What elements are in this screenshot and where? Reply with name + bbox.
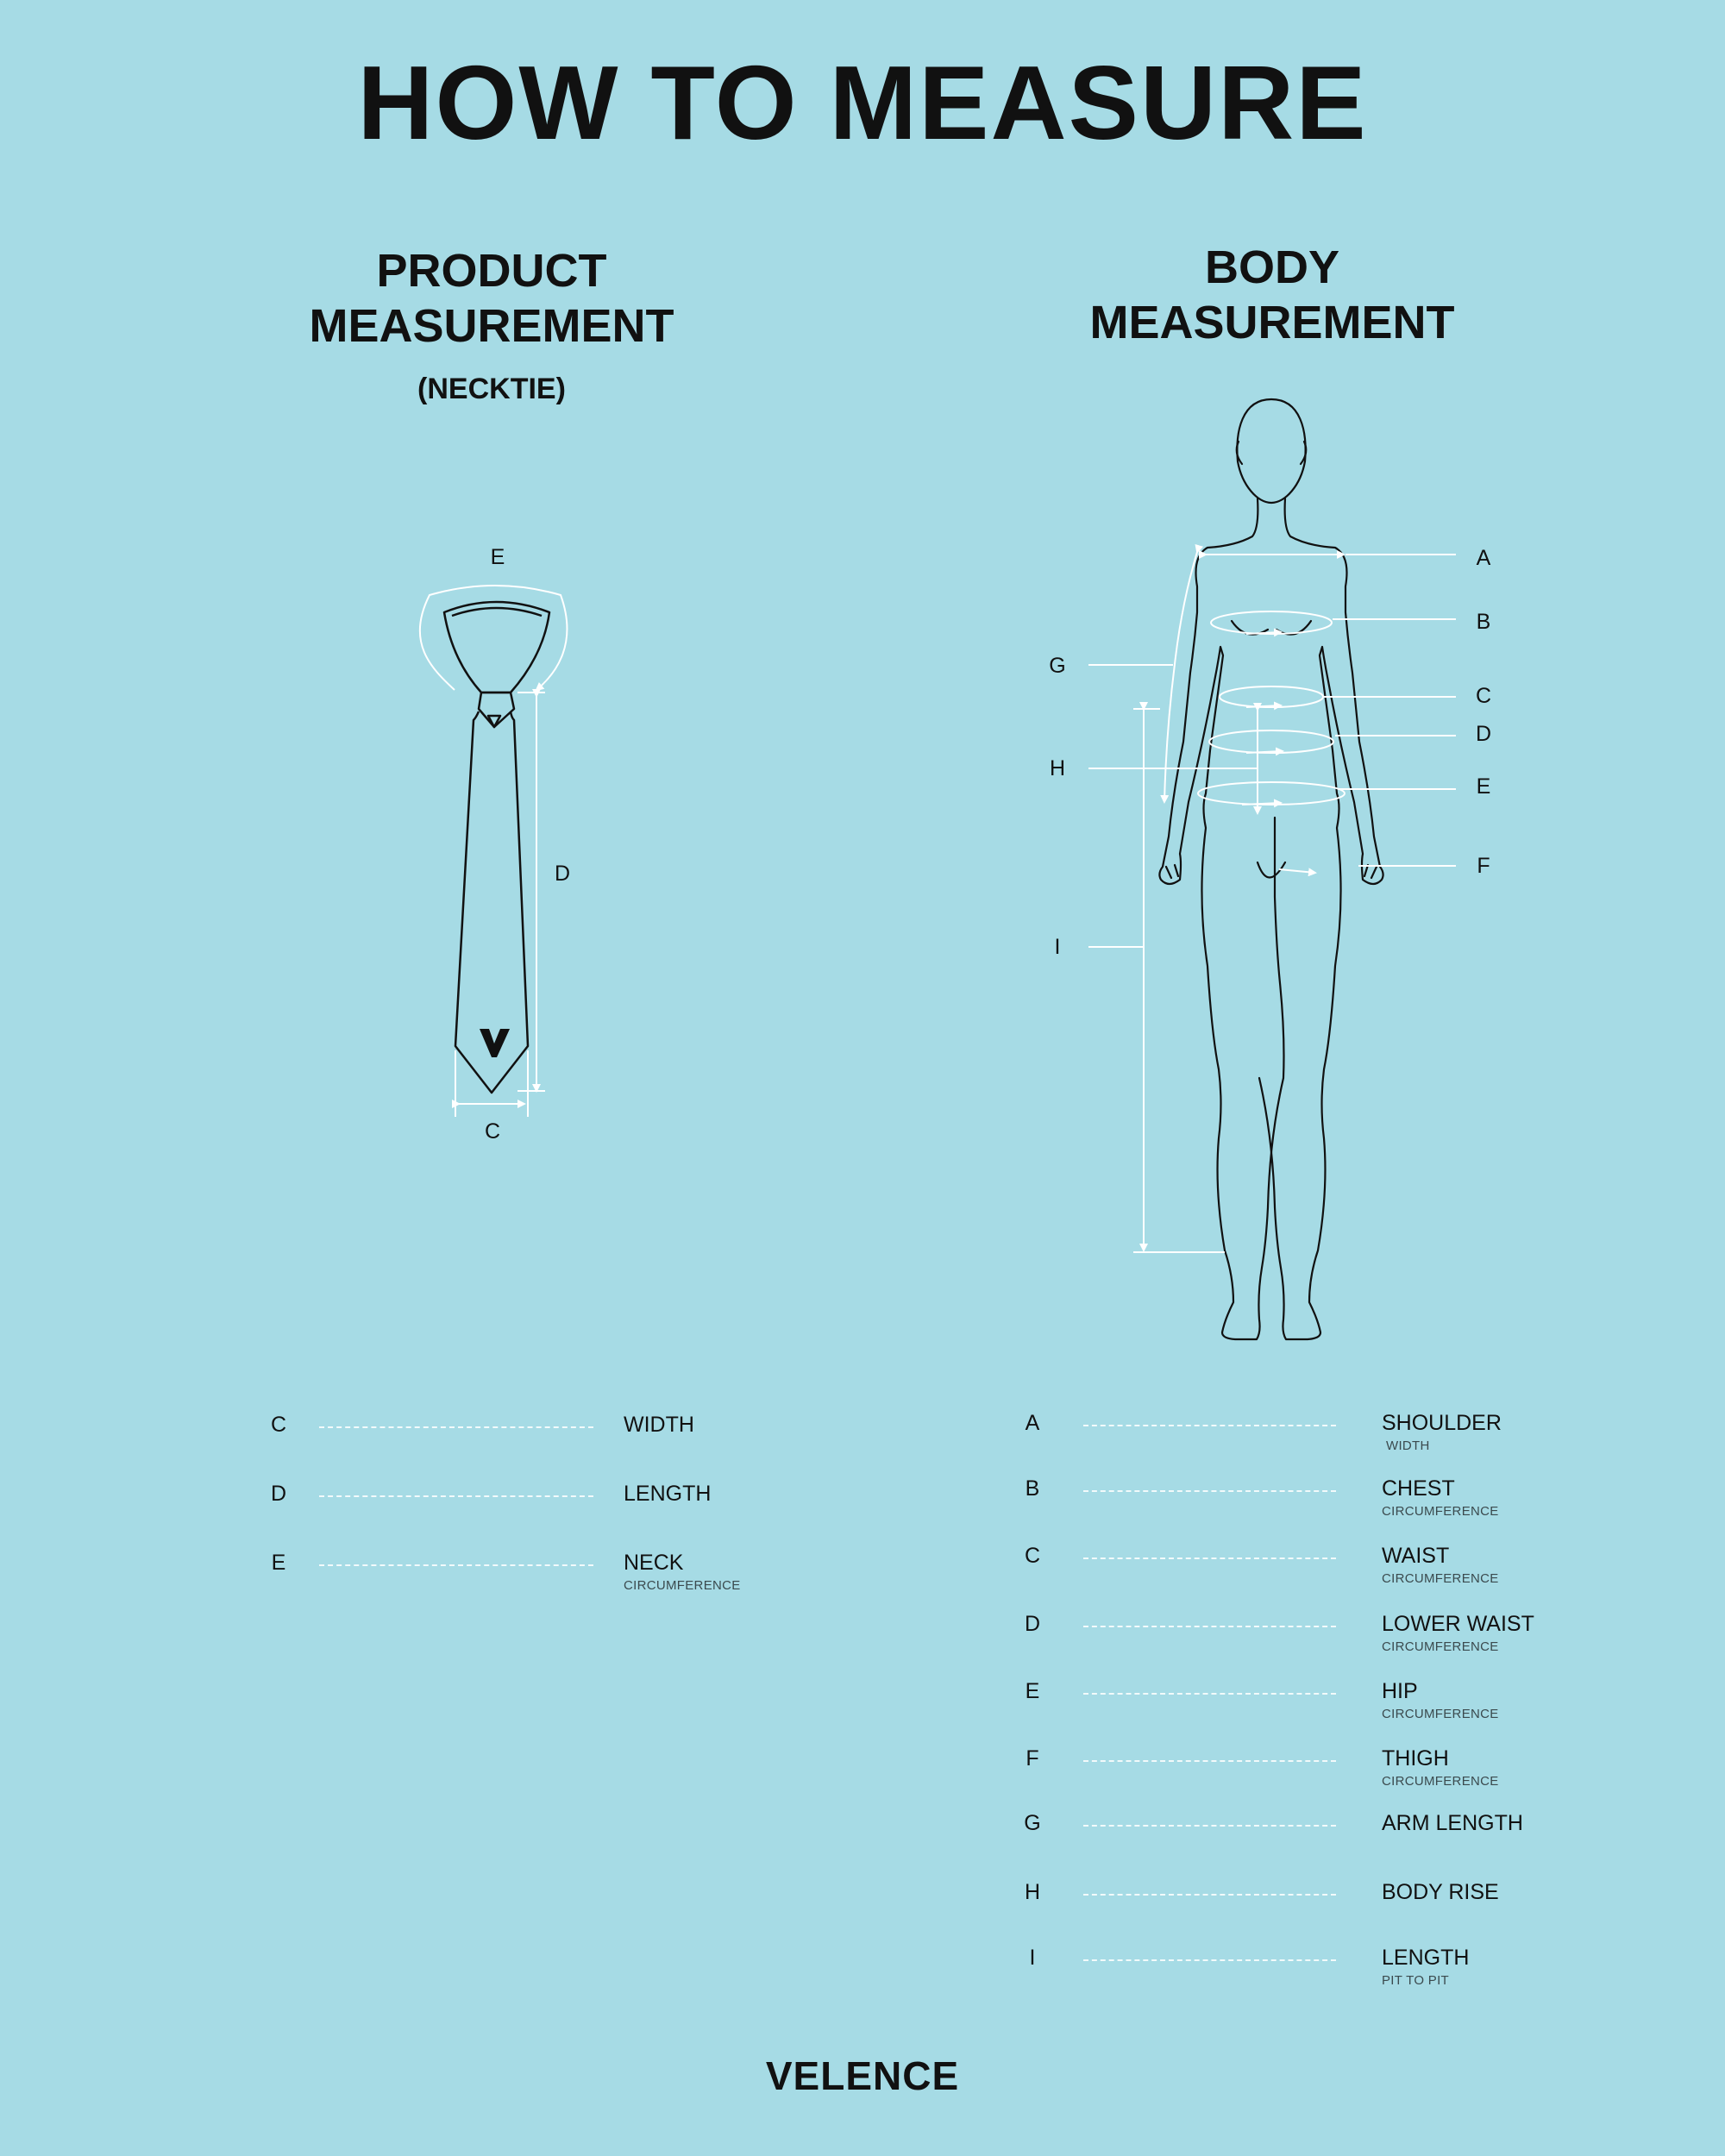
- legend-row: [1015, 1679, 1550, 1731]
- legend-letter: E: [1025, 1679, 1040, 1703]
- product-heading-line1: PRODUCT: [376, 245, 607, 297]
- body-label-g: G: [1049, 654, 1066, 678]
- body-heading-line1: BODY: [1204, 241, 1339, 293]
- legend-leader: [319, 1426, 593, 1428]
- tie-label-e: E: [490, 545, 505, 569]
- legend-row: [1015, 1946, 1550, 1997]
- legend-row: [1015, 1746, 1550, 1798]
- legend-leader: [1083, 1959, 1336, 1961]
- legend-letter: F: [1026, 1746, 1039, 1771]
- legend-name: WIDTH: [624, 1413, 694, 1437]
- body-figure: [1159, 399, 1383, 1339]
- legend-letter: B: [1025, 1476, 1040, 1501]
- legend-name: WAIST: [1382, 1544, 1450, 1568]
- legend-letter: A: [1025, 1411, 1040, 1435]
- legend-row: [1015, 1476, 1550, 1528]
- legend-letter: I: [1029, 1946, 1036, 1970]
- body-label-a: A: [1476, 546, 1491, 570]
- body-label-h: H: [1049, 756, 1066, 780]
- legend-name: NECK: [624, 1551, 684, 1575]
- legend-detail: CIRCUMFERENCE: [1382, 1774, 1499, 1789]
- legend-leader: [1083, 1557, 1336, 1559]
- body-label-e: E: [1476, 774, 1491, 799]
- legend-row: [1015, 1811, 1550, 1863]
- tie-label-c: C: [484, 1119, 501, 1144]
- body-label-c: C: [1475, 684, 1492, 708]
- legend-leader: [1083, 1490, 1336, 1492]
- product-subheading: (NECKTIE): [417, 373, 566, 405]
- body-heading-line2: MEASUREMENT: [1089, 296, 1455, 348]
- product-heading-line2: MEASUREMENT: [309, 299, 674, 352]
- legend-name: HIP: [1382, 1679, 1418, 1703]
- legend-name: LOWER WAIST: [1382, 1612, 1534, 1636]
- legend-letter: D: [1024, 1612, 1041, 1636]
- legend-letter: H: [1024, 1880, 1041, 1904]
- legend-detail: CIRCUMFERENCE: [1382, 1571, 1499, 1586]
- legend-name: LENGTH: [624, 1482, 712, 1506]
- legend-leader: [1083, 1825, 1336, 1827]
- legend-letter: D: [270, 1482, 287, 1506]
- legend-row: [261, 1482, 779, 1533]
- body-label-i: I: [1054, 935, 1061, 959]
- legend-row: [261, 1413, 779, 1464]
- legend-leader: [1083, 1425, 1336, 1426]
- legend-detail: CIRCUMFERENCE: [1382, 1707, 1499, 1721]
- tie-label-d: D: [554, 862, 571, 886]
- body-label-f: F: [1477, 854, 1490, 878]
- legend-name: SHOULDER: [1382, 1411, 1502, 1435]
- legend-detail: WIDTH: [1386, 1438, 1430, 1453]
- legend-detail: PIT TO PIT: [1382, 1973, 1450, 1988]
- tie-logo-mark: [480, 1029, 510, 1057]
- legend-row: [1015, 1880, 1550, 1932]
- necktie-illustration: [420, 545, 570, 1144]
- legend-row: [1015, 1544, 1550, 1595]
- legend-leader: [1083, 1693, 1336, 1695]
- legend-row: [261, 1551, 779, 1602]
- brand-logo: VELENCE: [765, 2053, 960, 2098]
- legend-name: THIGH: [1382, 1746, 1449, 1771]
- body-label-b: B: [1476, 610, 1491, 634]
- legend-letter: E: [271, 1551, 286, 1575]
- legend-leader: [1083, 1894, 1336, 1896]
- legend-name: LENGTH: [1382, 1946, 1470, 1970]
- legend-detail: CIRCUMFERENCE: [1382, 1639, 1499, 1654]
- legend-name: BODY RISE: [1382, 1880, 1499, 1904]
- legend-detail: CIRCUMFERENCE: [624, 1578, 741, 1593]
- legend-leader: [1083, 1760, 1336, 1762]
- necktie-guides: [455, 693, 545, 1117]
- page-title: HOW TO MEASURE: [357, 44, 1368, 161]
- body-label-d: D: [1475, 722, 1492, 746]
- legend-leader: [319, 1564, 593, 1566]
- legend-leader: [319, 1495, 593, 1497]
- legend-letter: C: [270, 1413, 287, 1437]
- legend-name: CHEST: [1382, 1476, 1455, 1501]
- legend-leader: [1083, 1626, 1336, 1627]
- legend-letter: C: [1024, 1544, 1041, 1568]
- legend-letter: G: [1024, 1811, 1041, 1835]
- legend-row: [1015, 1612, 1550, 1664]
- legend-row: [1015, 1411, 1550, 1463]
- legend-detail: CIRCUMFERENCE: [1382, 1504, 1499, 1519]
- necktie-outline: [444, 602, 549, 1093]
- legend-name: ARM LENGTH: [1382, 1811, 1523, 1835]
